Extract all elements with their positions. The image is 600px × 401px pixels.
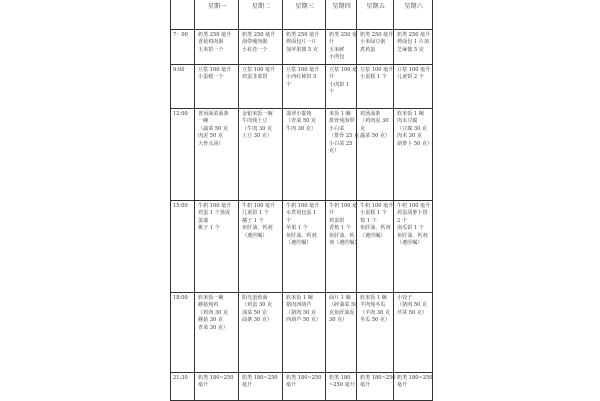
meal-line: 豆浆 100 毫升 — [198, 67, 232, 73]
weekly-meal-plan-table — [170, 0, 433, 401]
meal-cell — [326, 293, 357, 373]
meal-line: 翡翠小馄饨 — [286, 111, 312, 117]
meal-line: 苹果 1 个 — [286, 225, 308, 232]
meal-line: （羊肉 30 克 — [360, 309, 391, 316]
meal-line: 牛奶 100 毫升 — [286, 203, 320, 209]
meal-cell — [394, 373, 433, 401]
meal-line: 鸡蛋 1 个蒸成 — [198, 210, 230, 217]
meal-line: 毫升 — [242, 382, 253, 389]
meal-cell — [195, 65, 239, 109]
meal-cell — [239, 109, 283, 201]
meal-line: 豆浆 100 毫升 — [286, 67, 320, 73]
meal-line: 肉末豆腐 — [397, 118, 418, 125]
meal-cell — [239, 65, 283, 109]
meal-line: （排骨 25 克 — [329, 133, 360, 140]
meal-time-cell: 7：00 — [171, 30, 195, 65]
meal-line: 克 — [360, 125, 366, 132]
meal-line: 小西红柿饼 5 — [286, 74, 317, 81]
meal-cell — [394, 201, 433, 293]
meal-line: 梨 1 个 — [360, 217, 377, 224]
meal-line: 软米饭 1 碗 — [360, 295, 387, 301]
meal-line: 儿童饼 2 个 — [397, 74, 424, 81]
meal-line: （鸡肉泥 30 — [360, 118, 389, 125]
meal-line: 小蛋糕 1 个 — [360, 74, 387, 81]
meal-cell — [394, 65, 433, 109]
meal-cell — [357, 201, 394, 293]
meal-line: 米饭 1 碗 — [329, 111, 351, 117]
meal-line: 奶类 250 毫升 — [198, 32, 232, 38]
meal-cell — [357, 293, 394, 373]
day-header: 星期三 — [283, 0, 326, 30]
meal-line: 香蕉 1 个 — [329, 225, 351, 232]
meal-line: 芝麻酱 5 克 — [397, 46, 424, 53]
meal-line: （猪肉 30 克 — [286, 309, 317, 316]
meal-line: 小白菜 — [329, 125, 345, 132]
meal-line: 玉米饼一个 — [198, 46, 224, 53]
meal-line: 面片 1 碗 — [329, 295, 351, 301]
meal-line: 鱼肝油，钙剂 — [360, 225, 391, 232]
meal-cell — [283, 201, 326, 293]
meal-line: （牛肉 30 克 — [242, 125, 273, 132]
meal-line: （遵医嘱） — [286, 240, 312, 247]
meal-time-cell: 15:00 — [171, 201, 195, 293]
meal-time-row — [171, 30, 433, 65]
meal-line: 30 克） — [329, 317, 348, 324]
meal-line: 鱼肝油，钙剂 — [397, 232, 428, 239]
meal-line: 蔬菜 50 克） — [360, 133, 391, 140]
meal-line: 加苹果酱 5 克 — [286, 46, 318, 53]
meal-line: 小白菜 25 — [329, 140, 353, 147]
meal-line: 毫升 — [397, 382, 408, 389]
meal-line: （鸡肉 30 克 — [198, 309, 229, 316]
meal-cell — [195, 201, 239, 293]
meal-line: 小米绿豆粥 — [360, 39, 386, 46]
meal-line: 排骨炖海带 — [329, 118, 355, 125]
meal-cell — [394, 109, 433, 201]
meal-line: ~250 毫升 — [329, 382, 355, 389]
day-header: 星期二 — [239, 0, 283, 30]
meal-line: 个 — [286, 217, 292, 224]
meal-line: （鸡蛋 30 克 — [242, 302, 273, 309]
day-header: 星期六 — [394, 0, 433, 30]
meal-line: 鸡蛋韭菜饼 — [242, 74, 268, 81]
meal-line: 鸡蛋饼 — [329, 217, 345, 224]
day-header: 星期五 — [357, 0, 394, 30]
meal-line: 毫升 — [360, 382, 371, 389]
header-corner-cell — [171, 0, 195, 30]
meal-line: （青菜 50 克 — [286, 118, 317, 125]
meal-line: 小蛋糕 1 个 — [360, 210, 387, 217]
meal-cell — [394, 293, 433, 373]
meal-cell — [283, 293, 326, 373]
meal-line: 牛肉 30 克） — [286, 125, 317, 132]
meal-cell — [326, 109, 360, 201]
meal-line: 羊肉炖冬瓜 — [360, 302, 386, 309]
meal-line: 豆浆 100 毫 — [329, 67, 358, 73]
meal-line: 豆浆 100 毫升 — [397, 67, 431, 73]
meal-line: 小花卷一个 — [242, 46, 268, 53]
meal-line: 软米饭一碗 — [198, 295, 224, 301]
meal-cell — [283, 65, 326, 109]
meal-cell — [326, 373, 357, 401]
meal-line: 煮鸡蛋 — [360, 46, 376, 53]
meal-line: 海带瘦肉粥 — [242, 39, 268, 46]
meal-line: 奶类 180~250 — [360, 375, 396, 381]
meal-line: 牛奶 100 毫升 — [397, 203, 431, 209]
day-header: 星期四 — [326, 0, 357, 30]
meal-line: 奶类 180~250 — [397, 375, 433, 381]
meal-line: 阳光蛋炒面 — [242, 295, 268, 301]
meal-cell — [326, 201, 360, 293]
meal-cell — [326, 65, 357, 109]
meal-line: （蔬菜 50 克 — [198, 125, 229, 132]
day-header: 星期一 — [195, 0, 239, 30]
meal-line: 肉末 30 克 — [397, 133, 423, 140]
meal-cell — [357, 373, 394, 401]
meal-line: 肉泥 50 克 — [198, 133, 224, 140]
meal-line: 烤面包 1 片加 — [397, 39, 429, 46]
meal-line: 蘑菇 30 克 — [198, 317, 224, 324]
meal-cell — [239, 30, 283, 65]
meal-time-row — [171, 373, 433, 401]
meal-line: 豆浆 100 毫升 — [242, 67, 276, 73]
meal-line: 油菜 50 克 — [242, 309, 268, 316]
meal-line: 小肉包 — [329, 54, 345, 61]
meal-line: 芹菜 50 克） — [397, 309, 428, 316]
meal-line: （猪肉 50 克 — [397, 302, 428, 309]
meal-line: 小蛋糕一个 — [198, 74, 224, 81]
meal-line: 克） — [329, 148, 340, 155]
meal-line: 香菇鸡肉粥 — [198, 39, 224, 46]
meal-line: （遵医嘱） — [397, 240, 423, 247]
meal-line: 橘子 1 个 — [242, 217, 264, 224]
meal-time-row — [171, 109, 433, 201]
meal-line: 奶类 250 毫升 — [286, 32, 320, 38]
meal-line: （豆腐 30 克 — [397, 125, 428, 132]
meal-cell — [357, 109, 394, 201]
meal-line: 金银米饭一碗 — [242, 111, 273, 117]
meal-line: 奶类 180~250 — [198, 375, 234, 381]
meal-time-row — [171, 65, 433, 109]
meal-line: 个 — [286, 81, 292, 88]
meal-line: 升 — [329, 74, 335, 81]
meal-line: （遵医嘱） — [242, 232, 268, 239]
meal-time-cell: 18:00 — [171, 293, 195, 373]
meal-line: 大骨头汤） — [198, 140, 224, 147]
meal-line: 剂（遵医嘱） — [329, 240, 360, 247]
meal-line: 冬瓜 50 克） — [360, 317, 391, 324]
meal-line: 牛奶 100 毫升 — [242, 203, 276, 209]
meal-line: 软米饭 1 碗 — [286, 295, 313, 301]
meal-line: 鸡汤面条 — [360, 111, 381, 117]
meal-line: 桃子 1 个 — [198, 225, 220, 232]
meal-line: 升 — [329, 210, 335, 217]
meal-line: 小肉饼 1 — [329, 81, 350, 88]
meal-line: 毫升 — [198, 382, 209, 389]
meal-line: 玉米鲜 — [329, 46, 345, 53]
meal-line: （遵医嘱） — [360, 232, 386, 239]
meal-line: 毫升 — [286, 382, 297, 389]
header-row — [171, 0, 433, 30]
meal-line: 一碗 — [198, 118, 209, 125]
meal-cell — [195, 109, 239, 201]
meal-line: 西葫芦 50 克） — [286, 317, 322, 324]
meal-line: （碎油菜 50 — [329, 302, 358, 309]
meal-line: 奶类 180~250 — [242, 375, 278, 381]
meal-line: 面条 30 克） — [242, 317, 273, 324]
meal-cell — [357, 30, 394, 65]
meal-cell — [195, 30, 239, 65]
meal-line: 蛋羹 — [198, 217, 209, 224]
meal-line: 胡萝卜 50 克） — [397, 140, 433, 147]
meal-line: 奶类 250 毫升 — [242, 32, 276, 38]
meal-line: 奶类 250 毫 — [329, 32, 358, 38]
meal-cell — [239, 373, 283, 401]
meal-cell — [283, 109, 326, 201]
meal-cell — [195, 373, 239, 401]
meal-time-row — [171, 201, 433, 293]
meal-cell — [195, 293, 239, 373]
meal-line: 个 — [329, 89, 335, 96]
meal-line: 牛奶 100 毫升 — [198, 203, 232, 209]
meal-line: 软米饭 1 碗 — [397, 111, 424, 117]
meal-line: 升 — [329, 39, 335, 46]
meal-line: 奶类 250 毫升 — [397, 32, 431, 38]
meal-line: 南瓜饼 1 个 — [397, 225, 424, 232]
meal-line: 豆浆 100 毫升 — [360, 67, 394, 73]
meal-line: 普汤面菜面条 — [198, 111, 229, 117]
meal-line: 鱼肝油，钙 — [329, 232, 355, 239]
meal-cell — [326, 30, 357, 65]
meal-line: 克鱼肝油泥 — [329, 309, 355, 316]
meal-line: 2 个 — [397, 217, 407, 224]
meal-cell — [394, 30, 433, 65]
meal-line: 牛奶 100 毫升 — [360, 203, 394, 209]
meal-cell — [239, 201, 283, 293]
meal-line: 猪肉西葫芦 — [286, 302, 312, 309]
meal-time-cell: 12:00 — [171, 109, 195, 201]
meal-cell — [283, 30, 326, 65]
meal-line: 鱼肝油，钙剂 — [242, 225, 273, 232]
meal-line: 土豆 30 克） — [242, 133, 273, 140]
meal-line: 鸡蛋胡萝卜饼 — [397, 210, 428, 217]
meal-line: 奶类 180~250 — [286, 375, 322, 381]
meal-line: 鱼肝油，钙剂 — [286, 232, 317, 239]
meal-cell — [283, 373, 326, 401]
meal-time-cell: 9:00 — [171, 65, 195, 109]
meal-line: 水煮荷包蛋 1 — [286, 210, 317, 217]
meal-line: 青菜 30 克） — [198, 324, 229, 331]
meal-time-row — [171, 293, 433, 373]
meal-line: 小饺子 — [397, 295, 413, 301]
meal-line: 牛肉炖土豆 — [242, 118, 268, 125]
meal-line: 奶类 180 — [329, 375, 351, 381]
meal-time-cell: 21:30 — [171, 373, 195, 401]
meal-line: 奶类 250 毫升 — [360, 32, 394, 38]
meal-line: 牛奶 100 毫 — [329, 203, 358, 209]
meal-line: 儿童饼 1 个 — [242, 210, 269, 217]
meal-line: 蘑菇炖鸡 — [198, 302, 219, 309]
meal-cell — [357, 65, 394, 109]
meal-line: 烤面包片一片 — [286, 39, 317, 46]
meal-cell — [239, 293, 283, 373]
